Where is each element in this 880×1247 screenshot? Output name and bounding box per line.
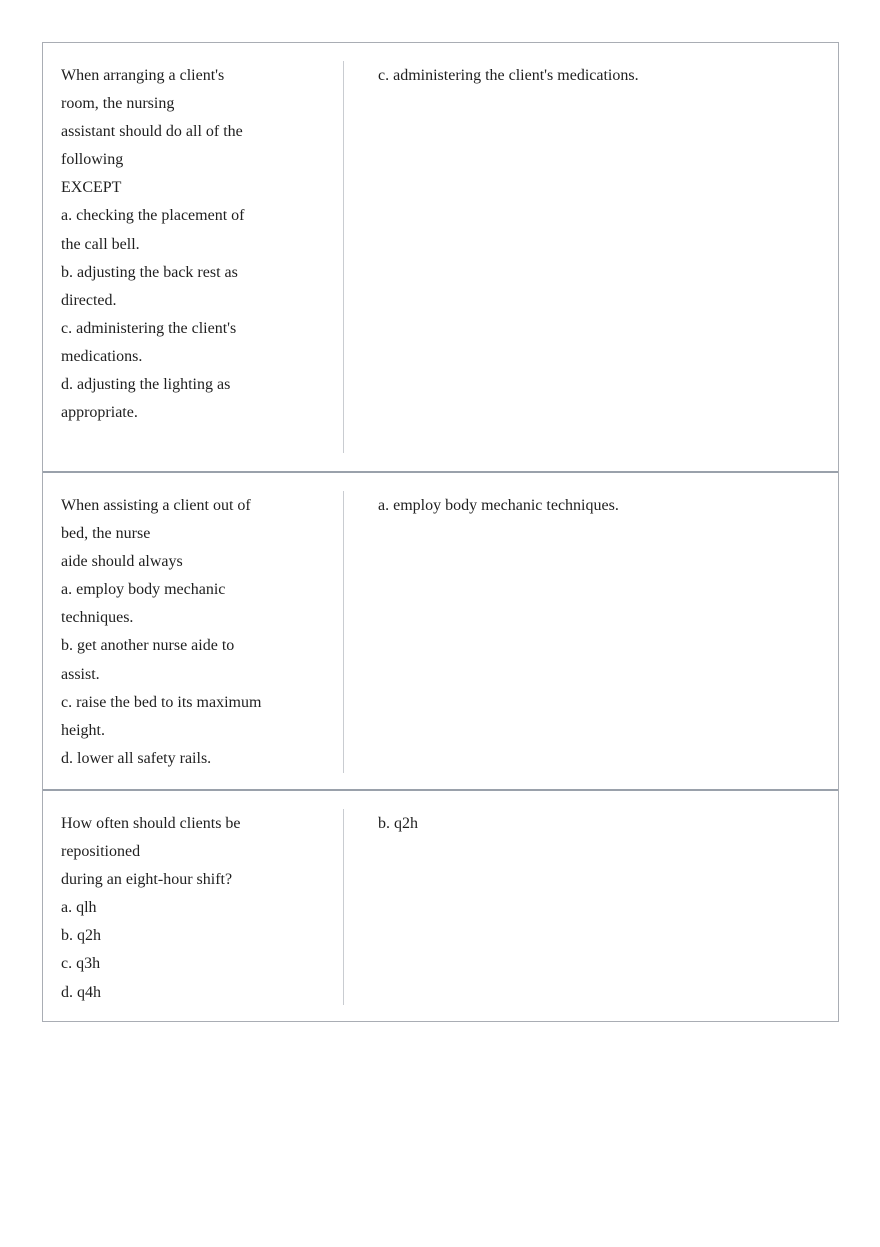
question-line: assistant should do all of the	[61, 123, 243, 141]
option-line: appropriate.	[61, 404, 138, 422]
option-line: a. employ body mechanic	[61, 581, 226, 599]
answer-3: b. q2h	[378, 815, 418, 832]
question-line: When assisting a client out of	[61, 497, 251, 514]
option-line: b. q2h	[61, 927, 101, 945]
option-line: directed.	[61, 291, 117, 309]
option-line: d. adjusting the lighting as	[61, 376, 231, 394]
question-line: repositioned	[61, 843, 141, 861]
option-line: d. q4h	[61, 983, 101, 1001]
question-line: How often should clients be	[61, 815, 241, 832]
option-line: b. adjusting the back rest as	[61, 263, 238, 281]
option-line: medications.	[61, 347, 143, 365]
question-line: bed, the nurse	[61, 525, 151, 543]
question-line: When arranging a client's	[61, 67, 225, 84]
option-line: c. administering the client's	[61, 319, 237, 337]
column-divider	[343, 491, 344, 773]
answer-2: a. employ body mechanic techniques.	[378, 497, 619, 514]
option-line: assist.	[61, 665, 100, 683]
question-line: following	[61, 151, 124, 169]
flashcard-1	[43, 43, 838, 471]
question-line: EXCEPT	[61, 179, 122, 197]
option-line: a. checking the placement of	[61, 207, 245, 225]
question-3	[61, 810, 343, 1007]
option-line: d. lower all safety rails.	[61, 749, 212, 767]
option-line: b. get another nurse aide to	[61, 637, 235, 655]
flashcard-3	[43, 789, 838, 1021]
option-line: a. qlh	[61, 899, 97, 917]
option-line: height.	[61, 721, 105, 739]
question-1	[61, 62, 343, 427]
column-divider	[343, 809, 344, 1005]
answer-1: c. administering the client's medications.	[378, 67, 639, 84]
option-line: c. q3h	[61, 955, 101, 973]
option-line: c. raise the bed to its maximum	[61, 693, 262, 711]
option-line: techniques.	[61, 609, 134, 627]
column-divider	[343, 61, 344, 453]
question-line: room, the nursing	[61, 95, 175, 113]
question-line: aide should always	[61, 553, 183, 571]
option-line: the call bell.	[61, 235, 140, 253]
question-2	[61, 492, 343, 773]
flashcard-2	[43, 471, 838, 789]
flashcard-sheet	[42, 42, 839, 1022]
question-line: during an eight-hour shift?	[61, 871, 233, 889]
